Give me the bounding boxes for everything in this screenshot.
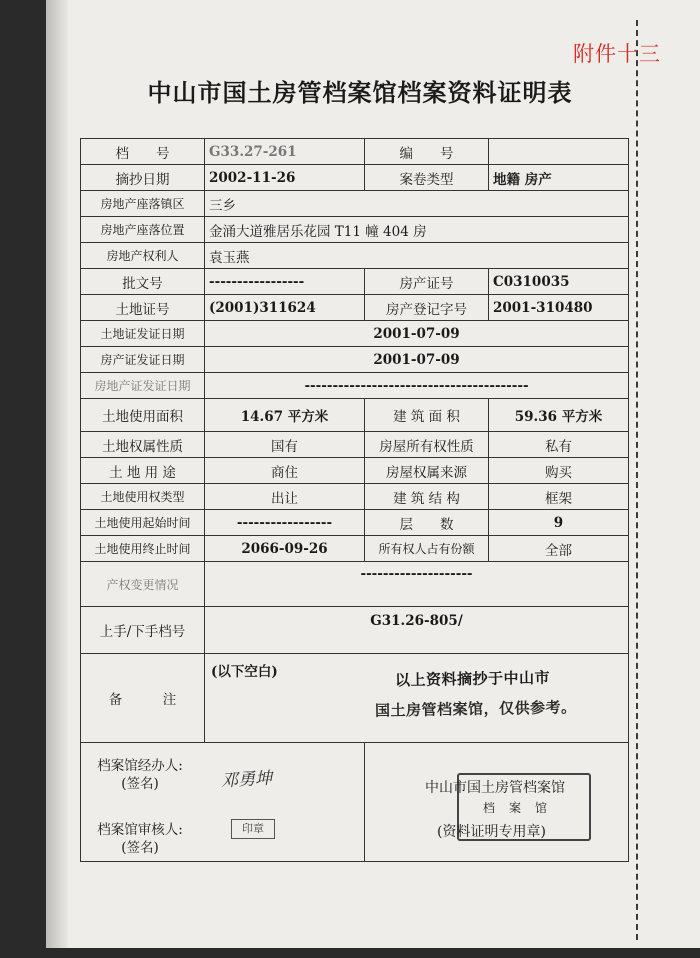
field-label: 土地证号 xyxy=(81,295,205,321)
field-label: 建 筑 结 构 xyxy=(365,484,489,510)
table-row xyxy=(81,458,629,484)
field-value: ----------------- xyxy=(205,269,365,295)
page-title: 中山市国土房管档案馆档案资料证明表 xyxy=(147,78,573,107)
table-row xyxy=(81,321,629,347)
field-label: 房地产证发证日期 xyxy=(81,373,205,399)
field-value: 出让 xyxy=(205,484,365,510)
table-row xyxy=(81,373,629,399)
field-label: 土地使用终止时间 xyxy=(81,536,205,562)
field-value: ----------------- xyxy=(205,510,365,536)
field-value: 购买 xyxy=(489,458,629,484)
field-label: 批文号 xyxy=(81,269,205,295)
field-value: 地籍 房产 xyxy=(489,165,629,191)
handler-label: 档案馆经办人: xyxy=(97,758,183,774)
perforation-line xyxy=(636,20,638,940)
table-row xyxy=(81,217,629,243)
certificate-table xyxy=(80,138,629,862)
reviewer-seal: 印章 xyxy=(231,819,275,839)
field-value: 2001-07-09 xyxy=(205,347,629,373)
seal-line-3: (资料证明专用章) xyxy=(437,824,546,840)
field-value: (2001)311624 xyxy=(205,295,365,321)
table-row xyxy=(81,269,629,295)
seal-line-2: 档案馆 xyxy=(483,801,562,815)
field-value: C0310035 xyxy=(489,269,629,295)
field-value: 2066-09-26 xyxy=(205,536,365,562)
field-value: 2002-11-26 xyxy=(205,165,365,191)
field-value: 59.36 平方米 xyxy=(489,399,629,432)
field-label: 案卷类型 xyxy=(365,165,489,191)
table-row xyxy=(81,484,629,510)
field-label: 建 筑 面 积 xyxy=(365,399,489,432)
table-row xyxy=(81,243,629,269)
remarks-label: 备 注 xyxy=(81,654,205,743)
table-row xyxy=(81,562,629,607)
field-label: 土地证发证日期 xyxy=(81,321,205,347)
table-row xyxy=(81,139,629,165)
field-value: 框架 xyxy=(489,484,629,510)
field-label: 房产证号 xyxy=(365,269,489,295)
field-label: 房产登记字号 xyxy=(365,295,489,321)
field-label: 土地使用面积 xyxy=(81,399,205,432)
field-value: -------------------- xyxy=(205,562,629,607)
field-label: 上手/下手档号 xyxy=(81,607,205,654)
remarks-blank-note: (以下空白) xyxy=(211,664,278,680)
paper-binding-shadow xyxy=(46,0,68,948)
table-row xyxy=(81,191,629,217)
field-label: 房地产座落镇区 xyxy=(81,191,205,217)
table-row xyxy=(81,432,629,458)
field-label: 层 数 xyxy=(365,510,489,536)
field-label: 档 号 xyxy=(81,139,205,165)
field-value: G33.27-261 xyxy=(205,139,365,165)
field-value: 9 xyxy=(489,510,629,536)
field-label: 摘抄日期 xyxy=(81,165,205,191)
field-label: 编 号 xyxy=(365,139,489,165)
field-label: 房屋所有权性质 xyxy=(365,432,489,458)
field-value: 袁玉燕 xyxy=(205,243,629,269)
table-row xyxy=(81,399,629,432)
field-label: 房地产座落位置 xyxy=(81,217,205,243)
field-value: 国有 xyxy=(205,432,365,458)
remarks-stamp-line1: 以上资料摘抄于中山市 xyxy=(394,668,551,690)
field-value: 2001-310480 xyxy=(489,295,629,321)
field-label: 房地产权利人 xyxy=(81,243,205,269)
field-label: 所有权人占有份额 xyxy=(365,536,489,562)
table-row xyxy=(81,347,629,373)
field-value: 全部 xyxy=(489,536,629,562)
signature-left-cell xyxy=(81,743,365,862)
field-value: 私有 xyxy=(489,432,629,458)
table-row xyxy=(81,510,629,536)
field-label: 土地使用起始时间 xyxy=(81,510,205,536)
reviewer-sign-hint: (签名) xyxy=(121,840,159,856)
official-seal-cell xyxy=(365,743,629,862)
field-value xyxy=(489,139,629,165)
field-label: 土地使用权类型 xyxy=(81,484,205,510)
field-value: 2001-07-09 xyxy=(205,321,629,347)
signature-row xyxy=(81,743,629,862)
field-value: ---------------------------------------- xyxy=(205,373,629,399)
table-row xyxy=(81,607,629,654)
field-value: 三乡 xyxy=(205,191,629,217)
attachment-label: 附件十三 xyxy=(573,42,661,66)
field-label: 土地权属性质 xyxy=(81,432,205,458)
field-label: 房屋权属来源 xyxy=(365,458,489,484)
field-value: 金涌大道雅居乐花园 T11 幢 404 房 xyxy=(205,217,629,243)
remarks-cell xyxy=(205,654,629,743)
field-label: 土 地 用 途 xyxy=(81,458,205,484)
seal-line-1: 中山市国土房管档案馆 xyxy=(425,780,565,796)
table-row xyxy=(81,165,629,191)
field-value: G31.26-805/ xyxy=(205,607,629,654)
field-value: 商住 xyxy=(205,458,365,484)
remarks-stamp-line2: 国土房管档案馆，仅供参考。 xyxy=(374,698,577,720)
field-value: 14.67 平方米 xyxy=(205,399,365,432)
handler-signature: 邓勇坤 xyxy=(220,768,273,792)
handler-sign-hint: (签名) xyxy=(121,776,159,792)
table-row xyxy=(81,295,629,321)
field-label: 产权变更情况 xyxy=(81,562,205,607)
remarks-row xyxy=(81,654,629,743)
table-row xyxy=(81,536,629,562)
field-label: 房产证发证日期 xyxy=(81,347,205,373)
reviewer-label: 档案馆审核人: xyxy=(97,822,183,838)
